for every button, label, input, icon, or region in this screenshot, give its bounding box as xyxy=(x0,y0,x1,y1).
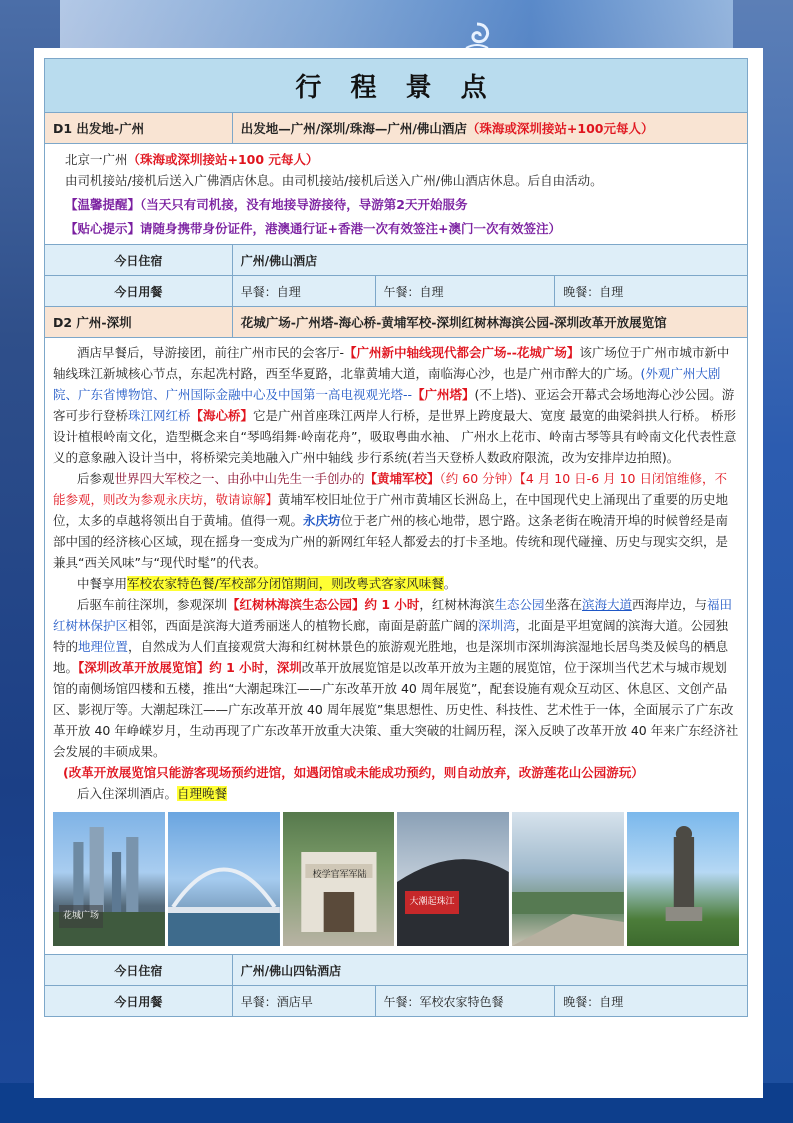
day2-route: 花城广场-广州塔-海心桥-黄埔军校-深圳红树林海滨公园-深圳改革开放展览馆 xyxy=(232,307,747,338)
day1-line2: 由司机接站/接机后送入广佛酒店休息。由司机接站/接机后送入广州/佛山酒店休息。后自由活动。 xyxy=(65,173,603,188)
day1-meal-row xyxy=(45,276,748,307)
day2-paragraph-huacheng: 酒店早餐后，导游接团，前往广州市民的会客厅-【广州新中轴线现代都会广场--花城广场】该广场位于广州市城市新中轴线珠江新城核心节点，东起冼村路，西至华夏路，北靠黄埔大道，南临海心沙，也是广州市醉大的广场。(外观广州大剧院、广东省博物馆、广州国际金融中心及中国第一高电视观光塔--【广州塔】(不上塔)、亚运会开幕式会场地海心沙公园。游客可步行登桥珠江网红桥【海心桥】它是广州首座珠江两岸人行桥，是世界上跨度最大、宽度 最宽的曲梁斜拱人行桥。 桥形设计植根岭南文化，造型概念来自“琴鸣绢舞·岭南花舟”，吸取粤曲水袖、 广州水上花市、岭南古琴等具有岭南文化代表性意义的意象融入设计当中，将桥梁完美地融入广州中轴线 步行系统(若当天登桥人数政府限流，改为安排岸边拍照)。 xyxy=(53,345,737,465)
meal-label: 今日用餐 xyxy=(45,986,233,1017)
photo-caption: 大潮起珠江 xyxy=(405,891,458,914)
day1-route: 出发地—广州/深圳/珠海—广州/佛山酒店（珠海或深圳接站+100元每人） xyxy=(232,113,747,144)
meal-label: 今日用餐 xyxy=(45,276,233,307)
day2-label: D2 广州-深圳 xyxy=(45,307,233,338)
day2-paragraph-huangpu: 后参观世界四大军校之一、由孙中山先生一手创办的【黄埔军校】（约 60 分钟）【4 月 10 日-6 月 10 日闭馆维修，不能参观，则改为参观永庆坊，敬请谅解】黄埔军校旧址位于广州市黄埔区长洲岛上，在中国现代史上涌现出了重要的历史地位，太多的卓越将领出自于黄埔。值得一观。永庆坊位于老广州的核心地带，恩宁路。这条老街在晚清开埠的时候曾经是南部中国的经济核心区域，现在摇身一变成为广州的新网红年轻人都爱去的打卡圣地。传统和现代碰撞、历史与现实交织，是兼具“西关风味”与“现代时髦”的代表。 xyxy=(53,471,729,570)
day1-tip-reminder: 【温馨提醒】（当天只有司机接，没有地接导游接待，导游第2天开始服务 xyxy=(65,197,468,212)
day1-hotel: 广州/佛山酒店 xyxy=(232,245,747,276)
hotel-label: 今日住宿 xyxy=(45,245,233,276)
day1-description xyxy=(45,144,748,245)
day2-description xyxy=(45,338,748,955)
day2-paragraph-lunch: 中餐享用军校农家特色餐/军校部分闭馆期间，则改粤式客家风味餐。 xyxy=(77,576,457,591)
day2-paragraph-hotel: 后入住深圳酒店。自理晚餐 xyxy=(77,786,228,801)
day2-hotel: 广州/佛山四钻酒店 xyxy=(232,955,747,986)
day2-header xyxy=(45,307,748,338)
day1-line1: 北京一广州（珠海或深圳接站+100 元每人） xyxy=(65,152,319,167)
day2-breakfast: 早餐：酒店早 xyxy=(232,986,375,1017)
photo-lianhuashan-statue xyxy=(627,812,739,946)
photo-caption: 校学官军军陆 xyxy=(312,870,367,880)
photo-caption: 花城广场 xyxy=(59,905,103,928)
day2-exhibition-note: (改革开放展览馆只能游客现场预约进馆，如遇闭馆或未能成功预约，则自动放弃，改游莲花山公园游玩） xyxy=(63,765,644,780)
city-skyline-banner xyxy=(60,0,733,55)
day2-lunch: 午餐：军校农家特色餐 xyxy=(375,986,555,1017)
photo-reform-exhibition xyxy=(397,812,509,946)
day1-lunch: 午餐：自理 xyxy=(375,276,555,307)
day1-tip-documents: 【贴心提示】请随身携带身份证件，港澳通行证+香港一次有效签注+澳门一次有效签注） xyxy=(65,221,561,236)
day2-paragraph-shenzhen: 后驱车前往深圳，参观深圳【红树林海滨生态公园】约 1 小时，红树林海滨生态公园坐落在滨海大道西海岸边，与福田红树林保护区相邻，西面是滨海大道秀丽迷人的植物长廊，南面是蔚蓝广阔的深圳湾，北面是平坦宽阔的滨海大道。公园独特的地理位置，自然成为人们直接观赏大海和红树林景色的旅游观光胜地，也是深圳市深圳海滨湿地长居鸟类及候鸟的栖息地。【深圳改革开放展览馆】约 1 小时，深圳改革开放展览馆是以改革开放为主题的展览馆，位于深圳当代艺术与城市规划馆的南侧场馆四楼和五楼，推出“大潮起珠江——广东改革开放 40 周年展览”，配套设施有观众互动区、休息区、文创产品区、影视厅等。大潮起珠江——广东改革开放 40 周年展览”集思想性、历史性、科技性、艺术性于一体，全面展示了广东改革开放 40 年峥嵘岁月，生动再现了广东改革开放重大决策、重大突破的壮阔历程，深入反映了改革开放 40 年来广东经济社会发展的丰硕成果。 xyxy=(53,597,739,759)
itinerary-table xyxy=(44,58,748,1017)
photo-huangpu-academy xyxy=(283,812,395,946)
day1-label: D1 出发地-广州 xyxy=(45,113,233,144)
hotel-label: 今日住宿 xyxy=(45,955,233,986)
photo-mangrove-park xyxy=(512,812,624,946)
photo-haixin-bridge xyxy=(168,812,280,946)
photo-huacheng-square xyxy=(53,812,165,946)
day2-meal-row xyxy=(45,986,748,1017)
day1-header xyxy=(45,113,748,144)
day1-breakfast: 早餐：自理 xyxy=(232,276,375,307)
day2-hotel-row xyxy=(45,955,748,986)
day1-hotel-row xyxy=(45,245,748,276)
day2-dinner: 晚餐：自理 xyxy=(555,986,748,1017)
page-title: 行 程 景 点 xyxy=(45,59,748,113)
day1-dinner: 晚餐：自理 xyxy=(555,276,748,307)
day2-photo-strip xyxy=(53,812,739,946)
